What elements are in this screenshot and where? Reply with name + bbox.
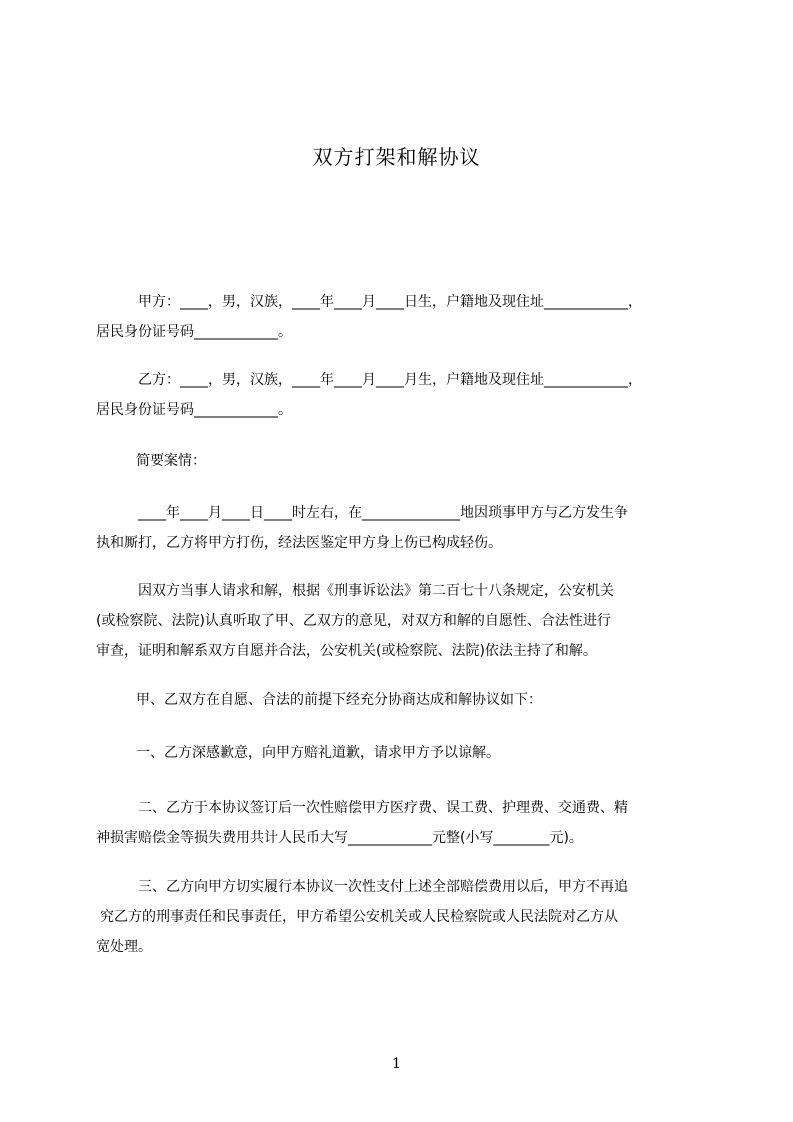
clause-1-text: 一、乙方深感歉意，向甲方赔礼道歉，请求甲方予以谅解。 xyxy=(136,745,500,761)
case-body-paragraph xyxy=(96,498,706,558)
legal-basis-line-2: (或检察院、法院)认真听取了甲、乙双方的意见，对双方和解的自愿性、合法性进行 xyxy=(96,613,611,629)
party-b-line-2: 居民身份证号码____________。 xyxy=(96,402,292,418)
party-a-line-1: 甲方：____，男，汉族，____年____月____日生，户籍地及现住址____________， xyxy=(138,294,642,310)
agreement-intro xyxy=(96,685,706,715)
clause-1 xyxy=(96,738,706,768)
legal-basis-line-3: 审查，证明和解系双方自愿并合法，公安机关(或检察院、法院)依法主持了和解。 xyxy=(96,643,597,659)
document-title: 双方打架和解协议 xyxy=(312,145,481,169)
case-heading xyxy=(96,446,706,476)
party-a-paragraph xyxy=(96,287,706,347)
clause-2-line-2: 神损害赔偿金等损失费用共计人民币大写____________元整(小写________元)。 xyxy=(96,830,583,846)
agreement-intro-text: 甲、乙双方在自愿、合法的前提下经充分协商达成和解协议如下： xyxy=(136,692,542,708)
case-body-line-1: ____年____月____日____时左右，在______________地因琐事甲方与乙方发生争 xyxy=(138,505,628,521)
party-b-line-1: 乙方：____，男，汉族，____年____月____月生，户籍地及现住址____________， xyxy=(138,372,642,388)
case-heading-text: 简要案情： xyxy=(136,453,206,469)
page-number: 1 xyxy=(392,1056,401,1072)
clause-3-line-3: 宽处理。 xyxy=(96,939,152,955)
case-body-line-2: 执和厮打，乙方将甲方打伤，经法医鉴定甲方身上伤已构成轻伤。 xyxy=(96,535,502,551)
clause-2-line-1: 二、乙方于本协议签订后一次性赔偿甲方医疗费、误工费、护理费、交通费、精 xyxy=(138,800,628,816)
party-b-paragraph xyxy=(96,365,706,425)
clause-3 xyxy=(96,872,706,962)
clause-3-line-2: 究乙方的刑事责任和民事责任，甲方希望公安机关或人民检察院或人民法院对乙方从 xyxy=(100,909,618,925)
clause-2 xyxy=(96,793,706,853)
party-a-line-2: 居民身份证号码____________。 xyxy=(96,324,292,340)
clause-3-line-1: 三、乙方向甲方切实履行本协议一次性支付上述全部赔偿费用以后，甲方不再追 xyxy=(138,879,628,895)
legal-basis-paragraph xyxy=(96,576,706,666)
legal-basis-line-1: 因双方当事人请求和解，根据《刑事诉讼法》第二百七十八条规定，公安机关 xyxy=(138,583,614,599)
